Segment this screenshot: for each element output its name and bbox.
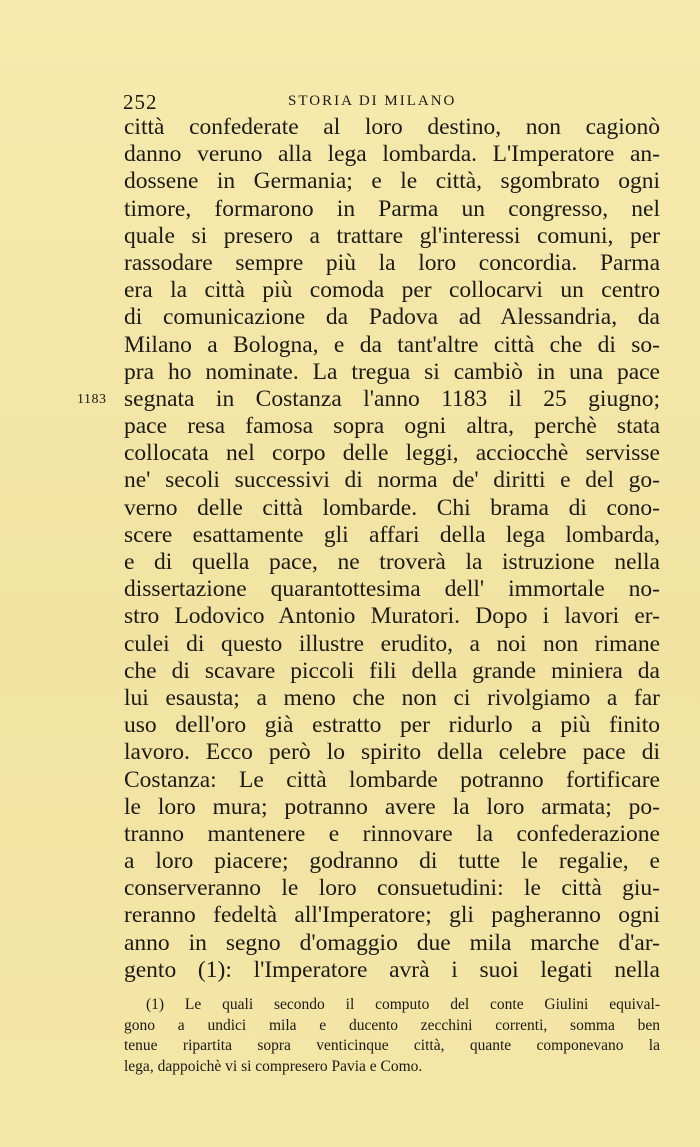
text-line: timore, formarono in Parma un congresso, nel — [124, 195, 660, 222]
text-line: lui esausta; a meno che non ci rivolgiamo a far — [124, 684, 660, 711]
text-line: pra ho nominate. La tregua si cambiò in una pace — [124, 358, 660, 385]
text-line: era la città più comoda per collocarvi un centro — [124, 277, 660, 304]
text-line: le loro mura; potranno avere la loro armata; po- — [124, 793, 660, 820]
footnote-line: lega, dappoichè vi si compresero Pavia e Como. — [124, 1057, 423, 1075]
text-line: e di quella pace, ne troverà la istruzione nella — [124, 549, 660, 575]
text-line: pace resa famosa sopra ogni altra, perchè stata — [124, 413, 660, 440]
text-line: che di scavare piccoli fili della grande miniera da — [124, 657, 660, 684]
text-line: anno in segno d'omaggio due mila marche d'ar- — [124, 929, 660, 956]
text-line: dissertazione quarantottesima dell' immortale no- — [124, 576, 660, 603]
text-line: città confederate al loro destino, non cagionò — [124, 114, 660, 140]
text-line: culei di questo illustre erudito, a noi non rimane — [124, 630, 660, 657]
text-line: lavoro. Ecco però lo spirito della celebre pace di — [124, 739, 660, 766]
text-line-with-margin-note — [77, 385, 660, 413]
text-line: conserveranno le loro consuetudini: le città giu- — [124, 875, 660, 902]
text-line: quale si presero a trattare gl'interessi comuni, per — [124, 222, 660, 249]
footnote-line: gono a undici mila e ducento zecchini correnti, somma ben — [124, 1016, 660, 1034]
text-line: ne' secoli successivi di norma de' diritti e del go- — [124, 467, 660, 494]
text-line: rassodare sempre più la loro concordia. Parma — [124, 249, 660, 276]
text-line-content: segnata in Costanza l'anno 1183 il 25 giugno; — [124, 385, 660, 412]
text-line: Milano a Bologna, e da tant'altre città che di so- — [124, 331, 660, 358]
page-number: 252 — [123, 90, 158, 114]
footnote-line: (1) Le quali secondo il computo del conte Giulini equival- — [146, 996, 660, 1013]
text-line: gento (1): l'Imperatore avrà i suoi legati nella — [124, 956, 660, 983]
text-line: di comunicazione da Padova ad Alessandria, da — [124, 304, 660, 331]
text-line: reranno fedeltà all'Imperatore; gli pagheranno ogni — [124, 902, 660, 929]
text-line: collocata nel corpo delle leggi, acciocchè servisse — [124, 440, 660, 467]
text-line: scere esattamente gli affari della lega lombarda, — [124, 521, 660, 548]
page-header — [123, 90, 663, 114]
text-line: verno delle città lombarde. Chi brama di cono- — [124, 494, 660, 521]
text-line: Costanza: Le città lombarde potranno fortificare — [124, 766, 660, 793]
footnote — [124, 995, 660, 1077]
text-line: dossene in Germania; e le città, sgombrato ogni — [124, 168, 660, 195]
text-line: danno veruno alla lega lombarda. L'Imperatore an- — [124, 141, 660, 168]
text-line: uso dell'oro già estratto per ridurlo a più finito — [124, 712, 660, 739]
margin-year-note: 1183 — [77, 391, 107, 407]
body-text — [77, 114, 660, 984]
text-line: a loro piacere; godranno di tutte le regalie, e — [124, 848, 660, 875]
running-title: STORIA DI MILANO — [288, 93, 457, 109]
text-line: tranno mantenere e rinnovare la confederazione — [124, 820, 660, 847]
footnote-line: tenue ripartita sopra venticinque città, quante componevano la — [124, 1037, 660, 1054]
text-line: stro Lodovico Antonio Muratori. Dopo i lavori er- — [124, 603, 660, 630]
